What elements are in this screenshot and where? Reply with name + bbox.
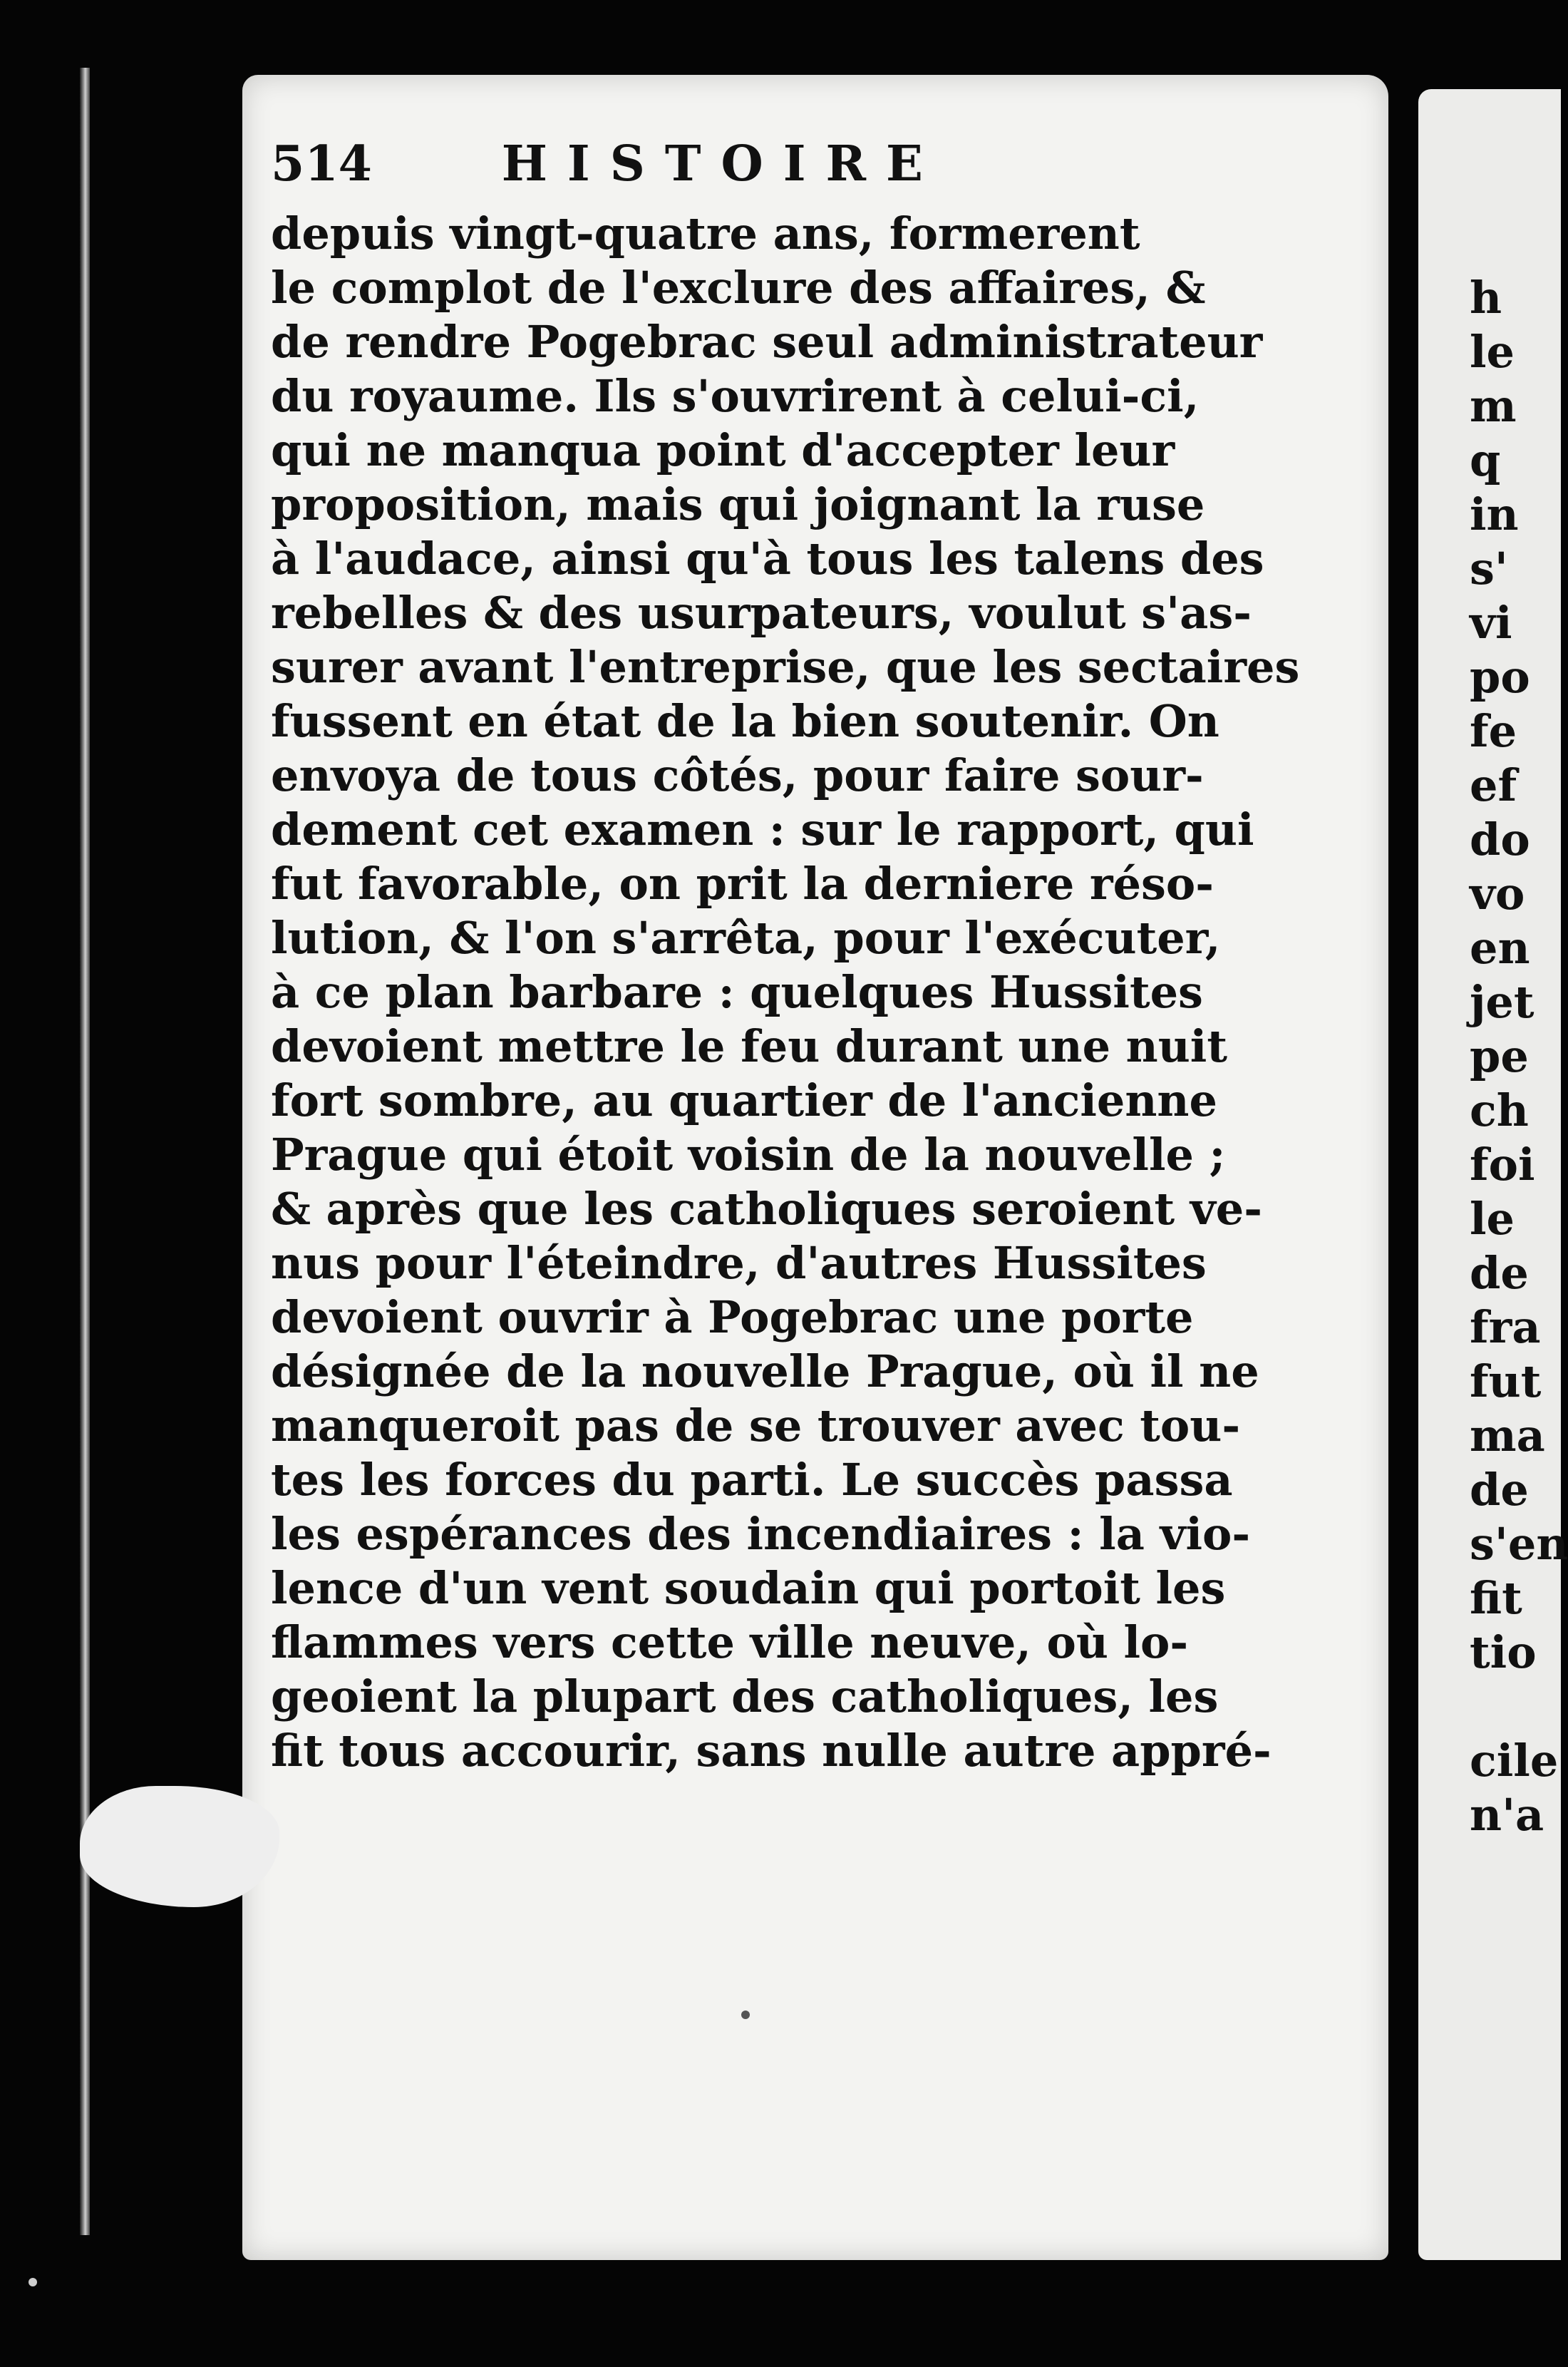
text-line: rebelles & des usurpateurs, voulut s'as- [271,587,1252,639]
text-line: lution, & l'on s'arrêta, pour l'exécuter, [271,912,1221,964]
facing-line: tio [1470,1626,1537,1678]
text-line: proposition, mais qui joignant la ruse [271,478,1205,530]
text-line: fit tous accourir, sans nulle autre appré- [271,1725,1272,1777]
facing-line: ma [1470,1410,1545,1462]
facing-line: vi [1470,597,1512,649]
page-number: 514 [271,135,372,192]
text-line: le complot de l'exclure des affaires, & [271,262,1206,314]
text-line: fort sombre, au quartier de l'ancienne [271,1074,1217,1126]
facing-line: do [1470,813,1530,866]
text-line: flammes vers cette ville neuve, où lo- [271,1616,1189,1668]
text-line: geoient la plupart des catholiques, les [271,1670,1219,1722]
text-line: à l'audace, ainsi qu'à tous les talens des [271,533,1264,585]
text-line: tes les forces du parti. Le succès passa [271,1454,1233,1506]
text-line: devoient ouvrir à Pogebrac une porte [271,1291,1194,1343]
facing-line: le [1470,1193,1515,1245]
facing-line: jet [1470,976,1535,1028]
text-line: nus pour l'éteindre, d'autres Hussites [271,1237,1207,1289]
facing-line: le [1470,326,1515,378]
facing-line: n'a [1470,1789,1544,1841]
text-line: envoya de tous côtés, pour faire sour- [271,749,1204,801]
facing-line: m [1470,380,1517,432]
facing-line: h [1470,272,1502,324]
facing-line: foi [1470,1139,1535,1191]
page-header [271,135,1090,192]
running-head: HISTOIRE [501,135,943,192]
facing-line: po [1470,651,1530,703]
facing-line: de [1470,1464,1529,1516]
paper-tear [80,1786,279,1907]
facing-line: in [1470,488,1519,540]
text-line: à ce plan barbare : quelques Hussites [271,966,1203,1018]
facing-line [1470,1680,1568,1734]
facing-line: ch [1470,1084,1529,1136]
facing-line: fra [1470,1301,1541,1353]
facing-line: fit [1470,1572,1522,1624]
facing-line: vo [1470,868,1525,920]
text-line: manqueroit pas de se trouver avec tou- [271,1400,1241,1452]
text-line: fut favorable, on prit la derniere réso- [271,858,1214,910]
facing-line: cile [1470,1735,1559,1787]
dust-speck [741,2011,750,2019]
facing-line: fut [1470,1355,1542,1407]
facing-line: de [1470,1247,1529,1299]
facing-line: s'en [1470,1518,1568,1570]
body-text [271,207,1300,1778]
text-line: désignée de la nouvelle Prague, où il ne [271,1345,1259,1397]
facing-page [1418,89,1568,2260]
text-line: les espérances des incendiaires : la vio- [271,1508,1251,1560]
dust-speck [29,2278,37,2286]
facing-page-text [1470,271,1568,1842]
text-line: fussent en état de la bien soutenir. On [271,695,1219,747]
text-line: devoient mettre le feu durant une nuit [271,1020,1227,1072]
facing-line: pe [1470,1030,1529,1082]
text-line: qui ne manqua point d'accepter leur [271,424,1175,476]
text-line: lence d'un vent soudain qui portoit les [271,1562,1226,1614]
facing-line: en [1470,922,1530,974]
text-line: depuis vingt-quatre ans, formerent [271,207,1140,260]
facing-line: q [1470,434,1501,486]
text-line: surer avant l'entreprise, que les sectaires [271,641,1300,693]
scan-edge-line [80,68,90,2235]
text-line: de rendre Pogebrac seul administrateur [271,316,1263,368]
facing-line: ef [1470,759,1517,811]
facing-line: fe [1470,705,1517,757]
text-line: Prague qui étoit voisin de la nouvelle ; [271,1129,1226,1181]
text-line: & après que les catholiques seroient ve- [271,1183,1262,1235]
facing-line: s' [1470,543,1508,595]
text-line: dement cet examen : sur le rapport, qui [271,803,1254,856]
text-line: du royaume. Ils s'ouvrirent à celui-ci, [271,370,1200,422]
